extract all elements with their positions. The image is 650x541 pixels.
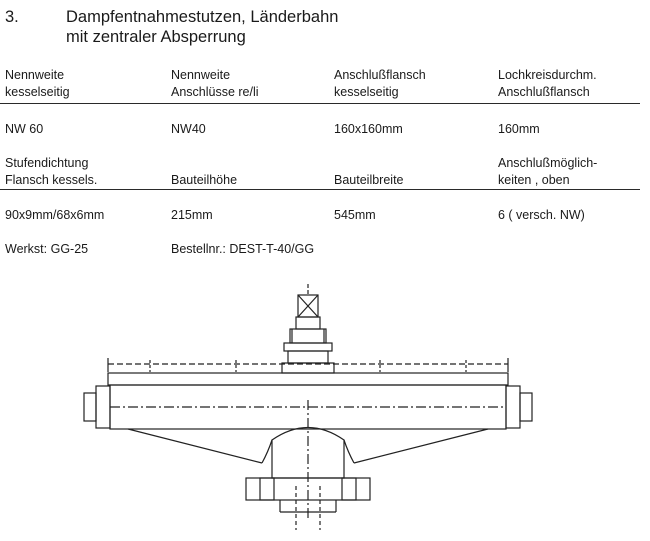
value-lochkreis: 160mm <box>498 122 540 136</box>
header-line: Stufendichtung <box>5 156 89 170</box>
top-valve-assembly <box>282 284 334 373</box>
header-nennweite-anschluesse <box>171 67 259 101</box>
table-rule-1 <box>0 103 640 104</box>
value-nennweite-kessel: NW 60 <box>5 122 44 136</box>
header-line <box>334 155 404 172</box>
header-line: Lochkreisdurchm. <box>498 68 597 82</box>
material-werkstoff: Werkst: GG-25 <box>5 242 89 256</box>
header-line: Bauteilbreite <box>334 173 404 187</box>
header-bauteilhoehe <box>171 155 237 189</box>
right-flange <box>506 386 532 428</box>
value-stufendichtung: 90x9mm/68x6mm <box>5 208 105 222</box>
left-flange <box>84 386 110 428</box>
header-line: kesselseitig <box>334 85 399 99</box>
value-bauteilbreite: 545mm <box>334 208 376 222</box>
central-dome <box>272 400 344 520</box>
value-anschlussflansch: 160x160mm <box>334 122 403 136</box>
header-anschlussflansch <box>334 67 426 101</box>
header-bauteilbreite <box>334 155 404 189</box>
header-line: Nennweite <box>171 68 231 82</box>
header-line: Anschlußmöglich- <box>498 156 598 170</box>
header-stufendichtung <box>5 155 97 189</box>
title-line-1: Dampfentnahmestutzen, Länderbahn <box>66 8 339 26</box>
header-line: Anschlußflansch <box>334 68 426 82</box>
header-line: Anschlüsse re/li <box>171 85 259 99</box>
header-line: Anschlußflansch <box>498 85 590 99</box>
technical-drawing <box>0 280 650 541</box>
header-lochkreis <box>498 67 597 101</box>
header-line: keiten , oben <box>498 173 570 187</box>
header-line: Flansch kessels. <box>5 173 98 187</box>
header-line: Nennweite <box>5 68 65 82</box>
table-rule-2 <box>0 189 640 190</box>
title-line-2: mit zentraler Absperrung <box>66 28 246 46</box>
section-number: 3. <box>5 8 19 26</box>
header-line <box>171 155 237 172</box>
order-number: Bestellnr.: DEST-T-40/GG <box>171 242 315 256</box>
header-line: kesselseitig <box>5 85 70 99</box>
value-anschlussmoeglichkeiten: 6 ( versch. NW) <box>498 208 585 222</box>
value-bauteilhoehe: 215mm <box>171 208 213 222</box>
value-nennweite-anschluesse: NW40 <box>171 122 206 136</box>
section-title <box>66 7 338 47</box>
header-nennweite-kessel <box>5 67 70 101</box>
header-anschlussmoeglichkeiten <box>498 155 597 189</box>
header-line: Bauteilhöhe <box>171 173 238 187</box>
